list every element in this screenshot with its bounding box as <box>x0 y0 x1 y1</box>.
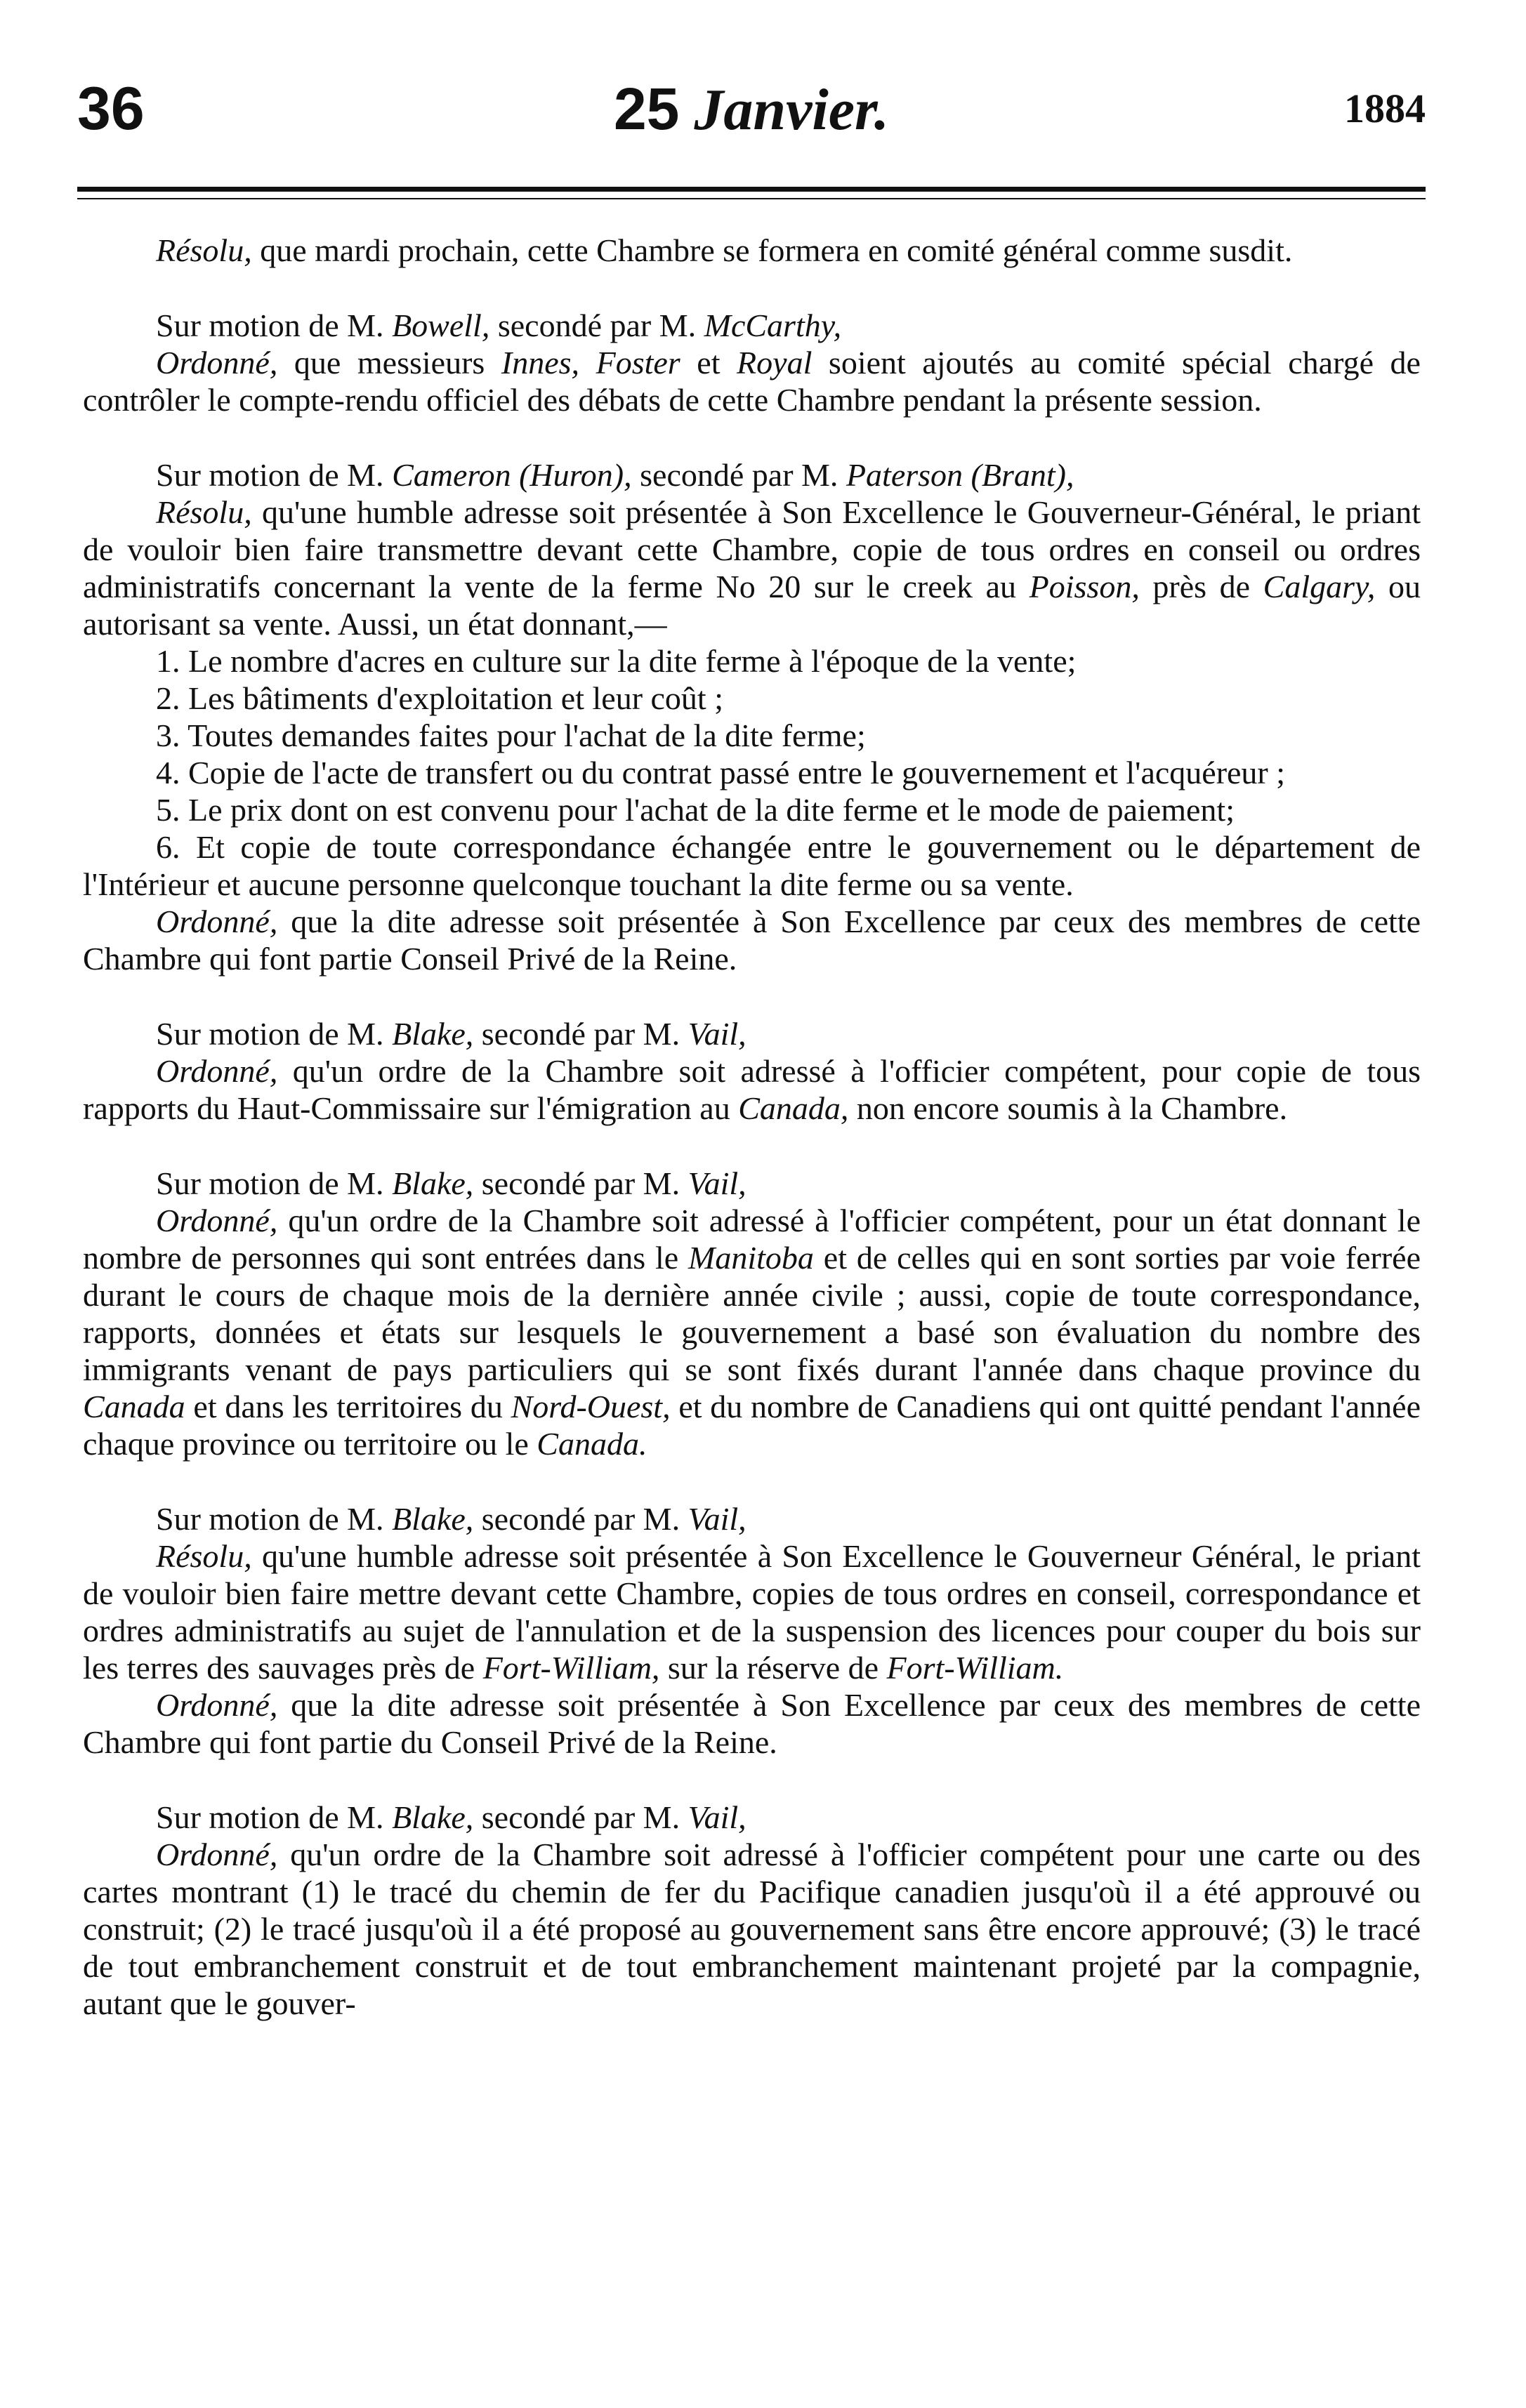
page-number: 36 <box>77 75 145 143</box>
ordonne-label: Ordonné, <box>156 1837 278 1872</box>
motion-mid: secondé par M. <box>473 1016 688 1052</box>
place-name: Fort-William, <box>482 1650 660 1686</box>
resolu-label: Résolu, <box>156 232 252 268</box>
motion-block-3 <box>83 456 1421 977</box>
seconder-name: Vail, <box>688 1501 746 1537</box>
resolution-text: que mardi prochain, cette Chambre se formera en comité général comme susdit. <box>251 232 1293 268</box>
order-paragraph <box>83 903 1421 977</box>
resolu-label: Résolu, <box>156 494 252 530</box>
place-name: Nord-Ouest, <box>511 1389 671 1424</box>
seconder-name: Vail, <box>688 1016 746 1052</box>
order-paragraph <box>83 1836 1421 2022</box>
order-paragraph <box>83 344 1421 418</box>
ordonne-label: Ordonné, <box>156 1687 278 1723</box>
member-names: Innes, Foster <box>501 345 680 381</box>
ordonne-label: Ordonné, <box>156 345 278 381</box>
list-item: 5. Le prix dont on est convenu pour l'achat de la dite ferme et le mode de paiement; <box>156 792 1235 828</box>
page-header <box>77 70 1426 147</box>
motion-lead: Sur motion de M. <box>156 1799 393 1835</box>
mover-name: Blake, <box>392 1165 474 1201</box>
motion-block-4 <box>83 1015 1421 1127</box>
motion-heading <box>83 1799 1421 1836</box>
order-text: qu'un ordre de la Chambre soit adressé à l'officier compétent, pour copie de tous rapports du Haut-Commissaire sur l'émigration au <box>83 1053 1421 1126</box>
seconder-name: Vail, <box>688 1165 746 1201</box>
motion-block-2 <box>83 307 1421 418</box>
list-item: 4. Copie de l'acte de transfert ou du contrat passé entre le gouvernement et l'acquéreur ; <box>156 755 1286 790</box>
motion-lead: Sur motion de M. <box>156 457 393 493</box>
resolu-label: Résolu, <box>156 1538 252 1574</box>
place-name: Calgary, <box>1263 569 1376 604</box>
mover-name: Bowell, <box>392 307 490 343</box>
motion-block-1 <box>83 232 1421 269</box>
mover-name: Blake, <box>392 1799 474 1835</box>
mover-name: Cameron (Huron), <box>392 457 632 493</box>
place-name: Fort-William. <box>886 1650 1064 1686</box>
list-item: 1. Le nombre d'acres en culture sur la dite ferme à l'époque de la vente; <box>156 643 1077 679</box>
motion-mid: secondé par M. <box>489 307 704 343</box>
header-year: 1884 <box>1344 86 1426 131</box>
motion-heading <box>83 1015 1421 1052</box>
motion-lead: Sur motion de M. <box>156 1165 393 1201</box>
motion-block-6 <box>83 1500 1421 1761</box>
order-text: qu'un ordre de la Chambre soit adressé à l'officier compétent, pour un état donnant le nombre de personnes qui sont entrées dans le <box>83 1203 1421 1276</box>
motion-heading <box>83 307 1421 344</box>
motion-lead: Sur motion de M. <box>156 307 393 343</box>
order-text: que messieurs <box>277 345 501 381</box>
resolution-text: sur la réserve de <box>659 1650 887 1686</box>
resolution-paragraph <box>83 494 1421 642</box>
motion-mid: secondé par M. <box>473 1799 688 1835</box>
order-text: qu'un ordre de la Chambre soit adressé à l'officier compétent pour une carte ou des cartes montrant (1) le tracé du chemin de fer du Pacifique canadien jusqu'où il a été approuvé ou construit; (2) le tracé jusqu'où il a été proposé au gouvernement sans être encore approuvé; (3) le tracé de tout embranchement construit et de tout embranchement maintenant projeté par la compagnie, autant que le gouver- <box>83 1837 1421 2021</box>
list-item: 6. Et copie de toute correspondance échangée entre le gouvernement ou le département de l'Intérieur et aucune personne quelconque touchant la dite ferme ou sa vente. <box>83 829 1421 902</box>
date-day: 25 <box>613 76 680 142</box>
place-name: Canada, <box>738 1090 849 1126</box>
list-item: 2. Les bâtiments d'exploitation et leur coût ; <box>156 680 723 716</box>
motion-heading <box>83 456 1421 494</box>
mover-name: Blake, <box>392 1016 474 1052</box>
ordonne-label: Ordonné, <box>156 904 278 939</box>
mover-name: Blake, <box>392 1501 474 1537</box>
motion-heading <box>83 1165 1421 1202</box>
motion-heading <box>83 1500 1421 1537</box>
resolution-text: près de <box>1139 569 1263 604</box>
place-name: Canada <box>83 1389 185 1424</box>
motion-lead: Sur motion de M. <box>156 1501 393 1537</box>
place-name: Manitoba <box>688 1240 814 1276</box>
order-text: et dans les territoires du <box>185 1389 511 1424</box>
seconder-name: McCarthy, <box>704 307 842 343</box>
resolution-paragraph <box>83 232 1421 269</box>
seconder-name: Paterson (Brant), <box>846 457 1074 493</box>
order-paragraph <box>83 1202 1421 1462</box>
list-item: 3. Toutes demandes faites pour l'achat de la dite ferme; <box>156 717 866 753</box>
ordonne-label: Ordonné, <box>156 1053 278 1089</box>
order-text: et de celles qui en sont sorties par voie ferrée durant le cours de chaque mois de la dernière année civile ; aussi, copie de toute correspondance, rapports, données et états sur lesquels le gouvernement a basé son évaluation du nombre des immigrants venant de pays particuliers qui se sont fixés durant l'année dans chaque province du <box>83 1240 1421 1387</box>
motion-mid: secondé par M. <box>473 1165 688 1201</box>
order-text: non encore soumis à la Chambre. <box>848 1090 1288 1126</box>
order-paragraph <box>83 1686 1421 1761</box>
header-rule-thick <box>77 187 1426 192</box>
header-rule-thin <box>77 198 1426 199</box>
resolution-text: qu'une humble adresse soit présentée à Son Excellence le Gouverneur Général, le priant de vouloir bien faire mettre devant cette Chambre, copies de tous ordres en conseil, correspondance et ordres administratifs au sujet de l'annulation et de la suspension des licences pour couper du bois sur les terres des sauvages près de <box>83 1538 1421 1686</box>
order-text: que la dite adresse soit présentée à Son Excellence par ceux des membres de cette Chambre qui font partie Conseil Privé de la Reine. <box>83 904 1421 977</box>
motion-block-7 <box>83 1799 1421 2022</box>
order-text: que la dite adresse soit présentée à Son Excellence par ceux des membres de cette Chambre qui font partie du Conseil Privé de la Reine. <box>83 1687 1421 1760</box>
seconder-name: Vail, <box>688 1799 746 1835</box>
running-head-date <box>77 70 1426 149</box>
order-paragraph <box>83 1052 1421 1127</box>
ordonne-label: Ordonné, <box>156 1203 278 1238</box>
document-body <box>83 232 1421 2060</box>
place-name: Poisson, <box>1029 569 1140 604</box>
motion-block-5 <box>83 1165 1421 1462</box>
motion-lead: Sur motion de M. <box>156 1016 393 1052</box>
member-name: Royal <box>737 345 813 381</box>
order-text: et <box>680 345 737 381</box>
resolution-text: ou autorisant sa vente. Aussi, un état donnant,— <box>83 569 1421 642</box>
order-text: et du nombre de Canadiens qui ont quitté pendant l'année chaque province ou territoire ou le <box>83 1389 1421 1462</box>
place-name: Canada. <box>537 1426 647 1462</box>
resolution-text: qu'une humble adresse soit présentée à Son Excellence le Gouverneur-Général, le priant de vouloir bien faire transmettre devant cette Chambre, copie de tous ordres en conseil ou ordres administratifs concernant la vente de la ferme No 20 sur le creek au <box>83 494 1421 604</box>
resolution-paragraph <box>83 1537 1421 1686</box>
motion-mid: secondé par M. <box>473 1501 688 1537</box>
date-month: Janvier. <box>694 77 890 143</box>
order-text: soient ajoutés au comité spécial chargé de contrôler le compte-rendu officiel des débats de cette Chambre pendant la présente session. <box>83 345 1421 418</box>
motion-mid: secondé par M. <box>631 457 846 493</box>
